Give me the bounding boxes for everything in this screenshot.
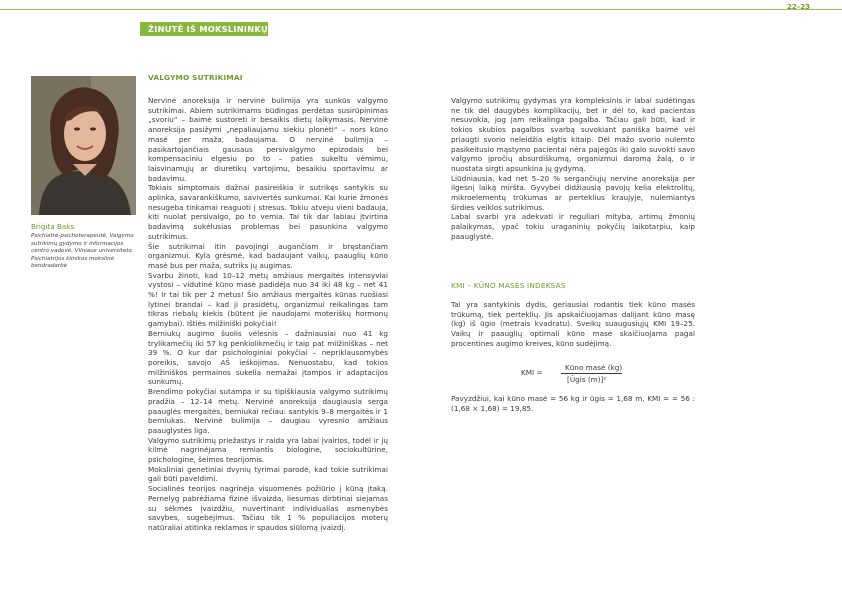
paragraph: Moksliniai genetiniai dvynių tyrimai parodė, kad tokie sutrikimai gali būti paveldimi. [148, 464, 388, 484]
formula-denominator: [Ūgis (m)]² [567, 375, 607, 384]
paragraph: Nervinė anoreksija ir nervinė bulimija yra sunkūs valgymo sutrikimai. Abiem sutrikimams būdingas perdėtas susirūpinimas „svoriu“ – baimė sustoreti ir besaikis dietų laikymasis. Nervinė anoreksija pasižymi „nepaliaujamu siekiu plonėti“ – nors kūno masė per maža, badaujama. O nervinė bulimija – pasikartojančiais gausaus persivalgymo epizodais bei kompensaciniu elgesiu po to – paties sukeltu vėmimu, laisvinamųjų ar diuretikų vartojimu, besaikiu sportavimu ar badavimu. [148, 96, 388, 183]
paragraph: Socialinės teorijos nagrinėja visuomenės požiūrio į kūną įtaką. Pernelyg pabrėžiama fizinė išvaizda, liesumas dirbtinai siejamas su sėkmės įvaizdžiu, nuvertinant individualias asmenybės savybes, sugebėjimus. Tačiau tik 1 % populiacijos moterų natūraliai atitinka reklamos ir spaudos siūlomą įvaizdį. [148, 484, 388, 532]
section-label: ŽINUTĖ IŠ MOKSLININKŲ [140, 22, 268, 36]
formula-lhs: KMI = [521, 368, 543, 377]
kmi-heading: KMI – KŪNO MASĖS INDEKSAS [451, 281, 566, 290]
left-column [148, 96, 388, 533]
formula-numerator: Kūno masė (kg) [565, 363, 623, 372]
paragraph: Liūdniausia, kad net 5–20 % sergančiųjų nervine anoreksija per ilgesnį laiką miršta. Gyvybei didžiausią pavojų kelia elektrolitų, mikroelementų trūkumas ar perteklius kraujyje, nulemiantys širdies veiklos sutrikimus. [451, 173, 695, 212]
paragraph: Brendimo pokyčiai sutampa ir su tipiškiausia valgymo sutrikimų pradžia – 12–14 metų. Nervinė anoreksija daugiausia serga paauglės mergaitės, berniukai rečiau: santykis 9–8 mergaitės ir 1 berniukas. Nervinė bulimija – daugiau vyresnio amžiaus paauglystės liga. [148, 387, 388, 435]
kmi-text [451, 300, 695, 349]
paragraph: Svarbu žinoti, kad 10–12 metų amžiaus mergaitės intensyviai vystosi – vidutinė kūno masė padidėja nuo 34 iki 48 kg – net 41 %! Ir tai tik per 2 metus! Šio amžiaus mergaitės kūnas ruošiasi lytinei brandai – kad ji prasidėtų, organizmui reikalingas tam tikras riebalų kiekis (būtent jie naudojami moteriškų hormonų gamybai). Ištiės milžiniški pokyčiai! [148, 270, 388, 329]
paragraph: Tai yra santykinis dydis, geriausiai rodantis tiek kūno masės trūkumą, tiek perteklių. Jis apskaičiuojamas dalijant kūno masę (kg) iš ūgio (metrais kvadratu). Sveikų suaugusiųjų KMI 19–25. Vaikų ir paauglių optimali kūno masė skaičiuojama pagal procentines augimo kreives, kūno sudėjimą. [451, 300, 695, 348]
author-photo [31, 76, 136, 215]
paragraph: Labai svarbi yra adekvati ir reguliari mityba, artimų žmonių palaikymas, ypač tokiu uraganinių pokyčių laikotarpiu, kaip paauglystė. [451, 212, 695, 241]
paragraph: Valgymo sutrikimų priežastys ir raida yra labai įvairios, todėl ir jų kilmė nagrinėjama remiantis biologine, sociokultūrine, psichologine, šeimos teorijomis. [148, 435, 388, 465]
paragraph: Tokiais simptomais dažnai pasireiškia ir sutrikęs santykis su aplinka, savarankiškumo, savivertės sunkumai. Kai kurie žmonės nesugeba tinkamai reaguoti į stresus. Tokiu atveju vieni badauja, kiti nuolat persivalgo, po to vemia. Tai tik dar labiau įtvirtina badavimą sukėlusias problemas bei pasunkina valgymo sutrikimus. [148, 183, 388, 241]
example-text [451, 394, 695, 413]
author-role: Psichiatrė-psichoterapeutė, Valgymo sutrikimų gydymo ir informacijos centro vadovė, Vilniaus universiteto Psichiatrijos klinikos mokslinė bendradarbė [31, 233, 134, 270]
paragraph: Šie sutrikimai itin pavojingi augančiam ir bręstančiam organizmui. Kyla grėsmė, kad badaujant vaikų, paauglių kūno masė bus per maža, sutriks jų augimas. [148, 241, 388, 270]
paragraph: Berniukų augimo šuolis vėlesnis – dažniausiai nuo 41 kg trylikamečių iki 57 kg penkiolikmečių ir taip pat milžiniškas – net 39 %. O kur dar psichologiniai pokyčiai – nepriklausomybės poreikis, savojo AŠ ieškojimas. Nenuostabu, kad tokios milžiniškos permainos sukelia nemažai įtampos ir adaptacijos sunkumų. [148, 328, 388, 387]
author-name: Brigita Baks [31, 222, 75, 231]
top-rule [0, 9, 842, 10]
article-heading: VALGYMO SUTRIKIMAI [148, 73, 243, 82]
paragraph: Valgymo sutrikimų gydymas yra kompleksinis ir labai sudėtingas ne tik dėl daugybės komplikacijų, bet ir dėl to, kad pacientas nesuvokia, jog jam reikalinga pagalba. Tačiau gali būti, kad ir tokios skubios pagalbos svarbą suvokiant paniška baimė vėl priaugti svorio neleidžia elgtis kitaip. Dėl mažo svorio nulemto pasikeitusio mąstymo pacientai nėra pajėgūs iki galo suvokti savo valgymo įpročių absurdiškumą, organizmui daromą žalą, o ir nuostata sirgti apsunkina jų gydymą. [451, 96, 695, 173]
page-numbers: 22–23 [787, 3, 810, 11]
fraction-bar [561, 373, 622, 374]
right-column [451, 96, 695, 242]
paragraph: Pavyzdžiui, kai kūno masė = 56 kg ir ūgis = 1,68 m, KMI = = 56 : (1,68 × 1,68) = 19,85. [451, 394, 695, 413]
